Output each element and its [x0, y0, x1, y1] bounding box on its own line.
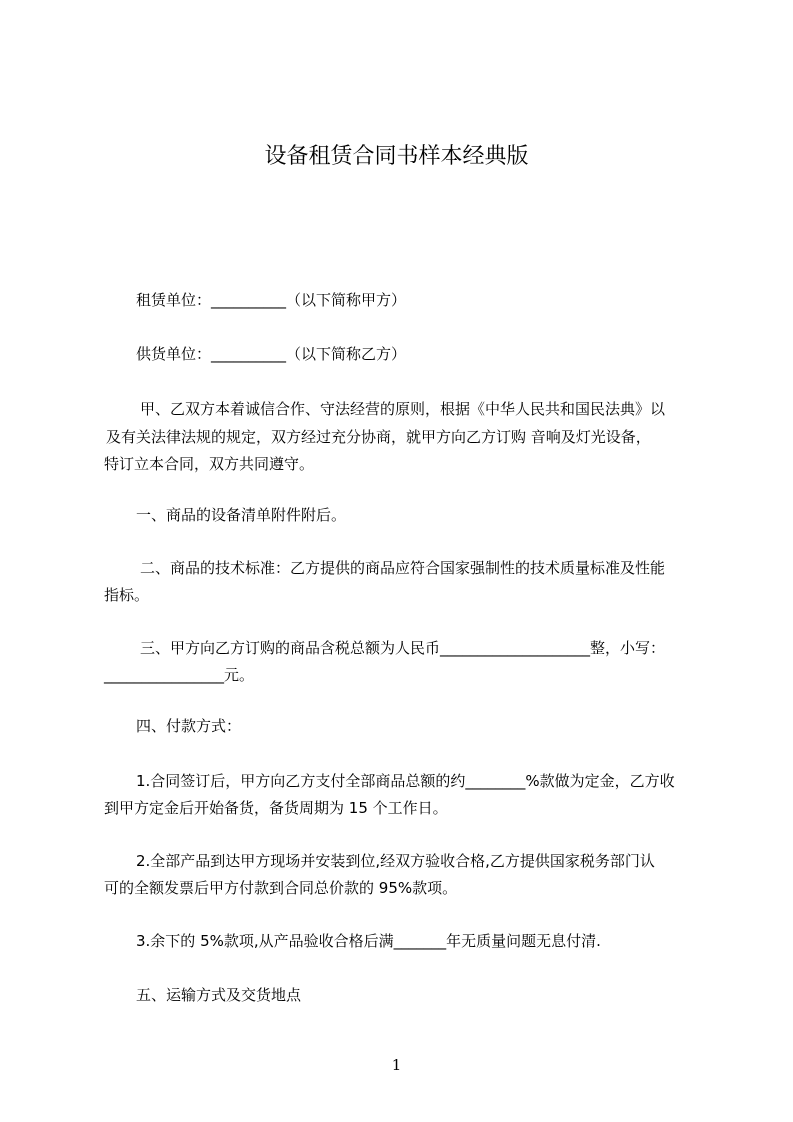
clause-4: 四、付款方式：: [136, 717, 242, 735]
page-number: 1: [391, 1056, 402, 1074]
lessee-line: 租赁单位：__________（以下简称甲方）: [136, 291, 407, 309]
clause-3-line-2: ________________元。: [104, 666, 255, 684]
payment-3: 3.余下的 5%款项,从产品验收合格后满_______年无质量问题无息付清.: [136, 932, 601, 950]
clause-3-line-1: 三、甲方向乙方订购的商品含税总额为人民币____________________整，小写：: [140, 639, 666, 657]
payment-2-line-2: 可的全额发票后甲方付款到合同总价款的 95%款项。: [104, 879, 458, 897]
intro-line-1: 甲、乙双方本着诚信合作、守法经营的原则，根据《中华人民共和国民法典》以: [140, 400, 666, 418]
document-title: 设备租赁合同书样本经典版: [264, 144, 529, 169]
clause-2-line-2: 指标。: [104, 586, 150, 604]
payment-1-line-1: 1.合同签订后，甲方向乙方支付全部商品总额的约________%款做为定金，乙方收: [136, 772, 675, 790]
intro-line-2: 及有关法律法规的规定，双方经过充分协商，就甲方向乙方订购 音响及灯光设备，: [106, 428, 651, 446]
payment-1-line-2: 到甲方定金后开始备货，备货周期为 15 个工作日。: [104, 799, 448, 817]
clause-1: 一、商品的设备清单附件附后。: [136, 506, 347, 524]
payment-2-line-1: 2.全部产品到达甲方现场并安装到位,经双方验收合格,乙方提供国家税务部门认: [136, 852, 655, 870]
clause-2-line-1: 二、商品的技术标准：乙方提供的商品应符合国家强制性的技术质量标准及性能: [140, 559, 666, 577]
intro-line-3: 特订立本合同，双方共同遵守。: [104, 455, 315, 473]
clause-5: 五、运输方式及交货地点: [136, 986, 302, 1004]
supplier-line: 供货单位：__________（以下简称乙方）: [136, 345, 407, 363]
